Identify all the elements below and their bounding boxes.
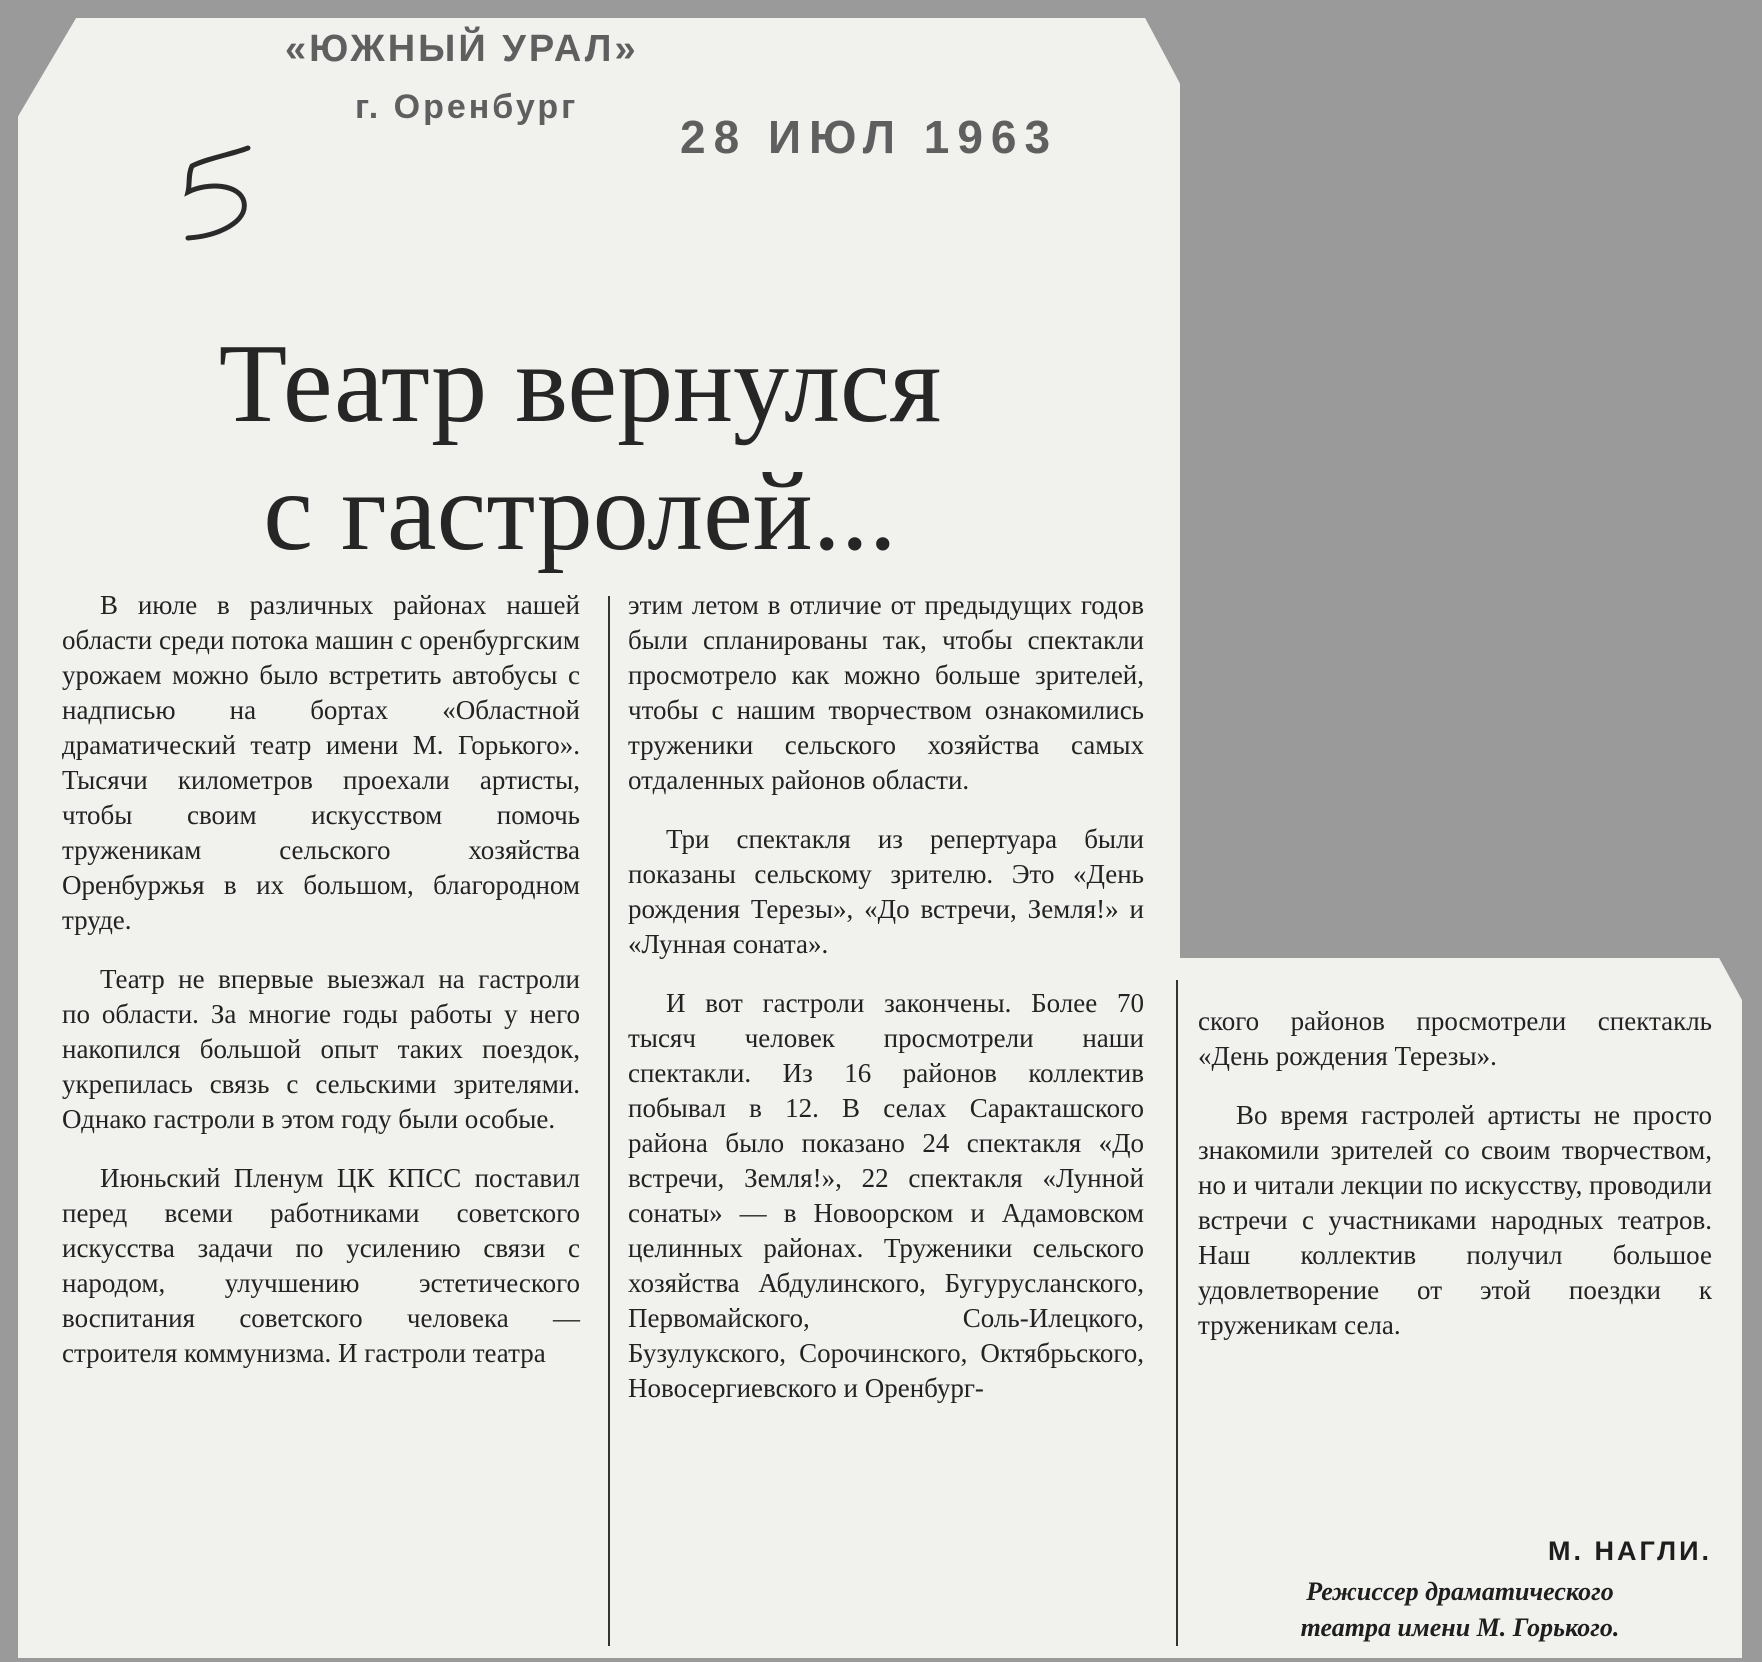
headline-line-2: с гастролей... — [263, 450, 897, 574]
article-column-1 — [62, 588, 580, 1395]
column-divider — [1176, 980, 1178, 1646]
article-paragraph: Три спектакля из репертуара были показаны сельскому зрителю. Это «День рождения Терезы», «До встречи, Земля!» и «Лунная соната». — [628, 824, 1144, 959]
article-paragraph: Во время гастролей артисты не просто знакомили зрителей со своим творчеством, но и читали лекции по искусству, проводили встречи с участниками народных театров. Наш коллектив получил большое удовлетворение от этой поездки к труженикам села. — [1198, 1100, 1712, 1340]
author-role — [1220, 1574, 1700, 1646]
stamp-date: 28 ИЮЛ 1963 — [680, 111, 1059, 163]
article-paragraph: ского районов просмотрели спектакль «День рождения Терезы». — [1198, 1006, 1712, 1071]
headline-line-1: Театр вернулся — [218, 322, 942, 446]
article-headline — [40, 320, 1120, 576]
stamp-newspaper-name: «ЮЖНЫЙ УРАЛ» — [285, 28, 639, 70]
article-paragraph: И вот гастроли закончены. Более 70 тысяч человек просмотрели наши спектакли. Из 16 районов коллектив побывал в 12. В селах Саракташского района было показано 24 спектакля «До встречи, Земля!», 22 спектакля «Лунной сонаты» — в Новоорском и Адамовском целинных районах. Труженики сельского хозяйства Абдулинского, Бугурусланского, Первомайского, Соль-Илецкого, Бузулукского, Сорочинского, Октябрьского, Новосергиевского и Оренбург- — [628, 988, 1144, 1403]
article-paragraph: Июньский Пленум ЦК КПСС поставил перед всеми работниками советского искусства задачи по усилению связи с народом, улучшению эстетического воспитания советского человека — строителя коммунизма. И гастроли театра — [62, 1163, 580, 1368]
article-paragraph: этим летом в отличие от предыдущих годов были спланированы так, чтобы спектакли просмотрело как можно больше зрителей, чтобы с нашим творчеством ознакомились труженики сельского хозяйства самых отдаленных районов области. — [628, 590, 1144, 795]
article-column-2 — [628, 588, 1144, 1430]
article-paragraph: Театр не впервые выезжал на гастроли по области. За многие годы работы у него накопился большой опыт таких поездок, укрепилась связь с сельскими зрителями. Однако гастроли в этом году были особые. — [62, 964, 580, 1134]
article-paragraph: В июле в различных районах нашей области среди потока машин с оренбургским урожаем можно было встретить автобусы с надписью на бортах «Областной драматический театр имени М. Горького». Тысячи километров проехали артисты, чтобы своим искусством помочь труженикам сельского хозяйства Оренбуржья в их большом, благородном труде. — [62, 590, 580, 935]
author-role-line-2: театра имени М. Горького. — [1300, 1613, 1620, 1642]
column-divider — [608, 596, 610, 1646]
stamp-city: г. Оренбург — [355, 88, 579, 126]
author-role-line-1: Режиссер драматического — [1306, 1577, 1614, 1606]
article-column-3 — [1198, 1004, 1712, 1367]
handwritten-number-mark — [178, 140, 268, 250]
author-name: М. НАГЛИ. — [1548, 1536, 1712, 1566]
